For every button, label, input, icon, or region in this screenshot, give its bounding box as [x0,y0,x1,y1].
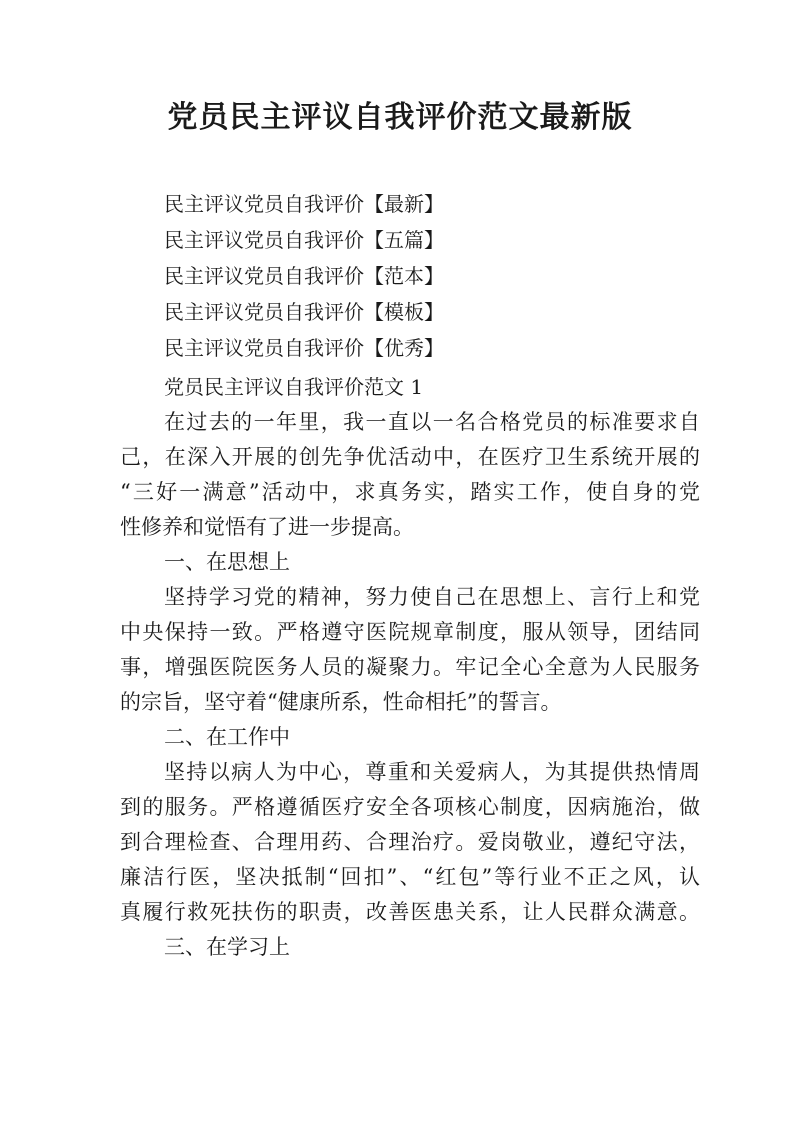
paragraph-line: 中央保持一致。严格遵守医院规章制度，服从领导，团结同 [120,620,700,644]
paragraph-line: “三好一满意”活动中，求真务实，踏实工作，使自身的党 [120,480,700,504]
paragraph-line: 坚持以病人为中心，尊重和关爱病人，为其提供热情周 [164,760,700,784]
toc-item: 民主评议党员自我评价【模板】 [164,300,444,324]
article-heading: 党员民主评议自我评价范文 1 [164,375,424,399]
paragraph-line: 到的服务。严格遵循医疗安全各项核心制度，因病施治，做 [120,795,700,819]
section-heading: 三、在学习上 [164,935,290,959]
paragraph-line: 坚持学习党的精神，努力使自己在思想上、言行上和党 [164,585,700,609]
paragraph-line: 廉洁行医，坚决抵制“回扣”、“红包”等行业不正之风，认 [120,865,700,889]
table-of-contents [164,186,444,366]
paragraph-line: 事，增强医院医务人员的凝聚力。牢记全心全意为人民服务 [120,655,700,679]
paragraph-line: 性修养和觉悟有了进一步提高。 [120,515,414,539]
toc-item: 民主评议党员自我评价【优秀】 [164,336,444,360]
paragraph-line: 己，在深入开展的创先争优活动中，在医疗卫生系统开展的 [120,445,700,469]
toc-item: 民主评议党员自我评价【范本】 [164,264,444,288]
paragraph-line: 到合理检查、合理用药、合理治疗。爱岗敬业，遵纪守法， [120,830,700,854]
toc-item: 民主评议党员自我评价【最新】 [164,192,444,216]
paragraph-line: 的宗旨，坚守着“健康所系，性命相托”的誓言。 [120,690,562,714]
toc-item: 民主评议党员自我评价【五篇】 [164,228,444,252]
section-heading: 二、在工作中 [164,725,290,749]
section-heading: 一、在思想上 [164,550,290,574]
document-title: 党员民主评议自我评价范文最新版 [167,100,633,135]
article-body [120,369,700,965]
paragraph-line: 真履行救死扶伤的职责，改善医患关系，让人民群众满意。 [120,900,700,924]
paragraph-line: 在过去的一年里，我一直以一名合格党员的标准要求自 [164,410,700,434]
